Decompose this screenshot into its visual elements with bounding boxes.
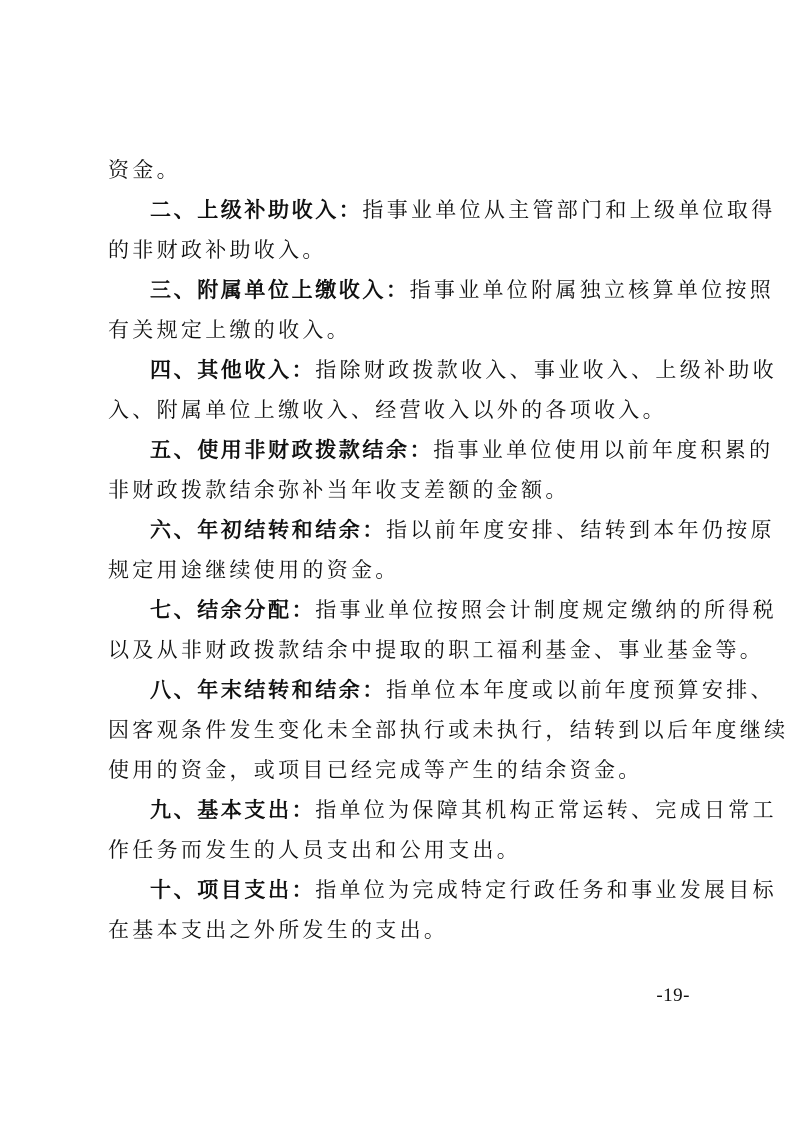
paragraph-2-line-1: 二、上级补助收入：指事业单位从主管部门和上级单位取得 xyxy=(150,198,776,222)
paragraph-2-line-2: 的非财政补助收入。 xyxy=(108,238,327,262)
term-heading: 四、其他收入： xyxy=(150,358,316,382)
paragraph-7-line-2: 以及从非财政拨款结余中提取的职工福利基金、事业基金等。 xyxy=(108,638,765,662)
paragraph-3-line-2: 有关规定上缴的收入。 xyxy=(108,318,351,342)
paragraph-4-line-1: 四、其他收入：指除财政拨款收入、事业收入、上级补助收 xyxy=(150,358,777,382)
paragraph-8-line-3: 使用的资金，或项目已经完成等产生的结余资金。 xyxy=(108,758,643,782)
term-heading: 九、基本支出： xyxy=(150,798,316,822)
paragraph-10-line-1: 十、项目支出：指单位为完成特定行政任务和事业发展目标 xyxy=(150,878,777,902)
paragraph-9-line-1: 九、基本支出：指单位为保障其机构正常运转、完成日常工 xyxy=(150,798,777,822)
paragraph-7-line-1: 七、结余分配：指事业单位按照会计制度规定缴纳的所得税 xyxy=(150,598,777,622)
paragraph-4-line-2: 入、附属单位上缴收入、经营收入以外的各项收入。 xyxy=(108,398,667,422)
paragraph-1-line-1: 资金。 xyxy=(108,158,181,182)
document-body xyxy=(108,150,789,950)
paragraph-5-line-1: 五、使用非财政拨款结余：指事业单位使用以前年度积累的 xyxy=(150,438,774,462)
term-heading: 五、使用非财政拨款结余： xyxy=(150,438,434,462)
term-heading: 七、结余分配： xyxy=(150,598,316,622)
paragraph-6-line-1: 六、年初结转和结余：指以前年度安排、结转到本年仍按原 xyxy=(150,518,775,542)
page-number: -19- xyxy=(656,985,690,1006)
paragraph-8-line-2: 因客观条件发生变化未全部执行或未执行，结转到以后年度继续 xyxy=(108,718,789,742)
term-heading: 六、年初结转和结余： xyxy=(150,518,386,542)
term-heading: 八、年末结转和结余： xyxy=(150,678,386,702)
term-heading: 十、项目支出： xyxy=(150,878,316,902)
paragraph-6-line-2: 规定用途继续使用的资金。 xyxy=(108,558,400,582)
paragraph-3-line-1: 三、附属单位上缴收入：指事业单位附属独立核算单位按照 xyxy=(150,278,775,302)
paragraph-9-line-2: 作任务而发生的人员支出和公用支出。 xyxy=(108,838,522,862)
term-heading: 三、附属单位上缴收入： xyxy=(150,278,410,302)
term-heading: 二、上级补助收入： xyxy=(150,198,363,222)
paragraph-10-line-2: 在基本支出之外所发生的支出。 xyxy=(108,918,449,942)
paragraph-5-line-2: 非财政拨款结余弥补当年收支差额的金额。 xyxy=(108,478,570,502)
paragraph-8-line-1: 八、年末结转和结余：指单位本年度或以前年度预算安排、 xyxy=(150,678,775,702)
